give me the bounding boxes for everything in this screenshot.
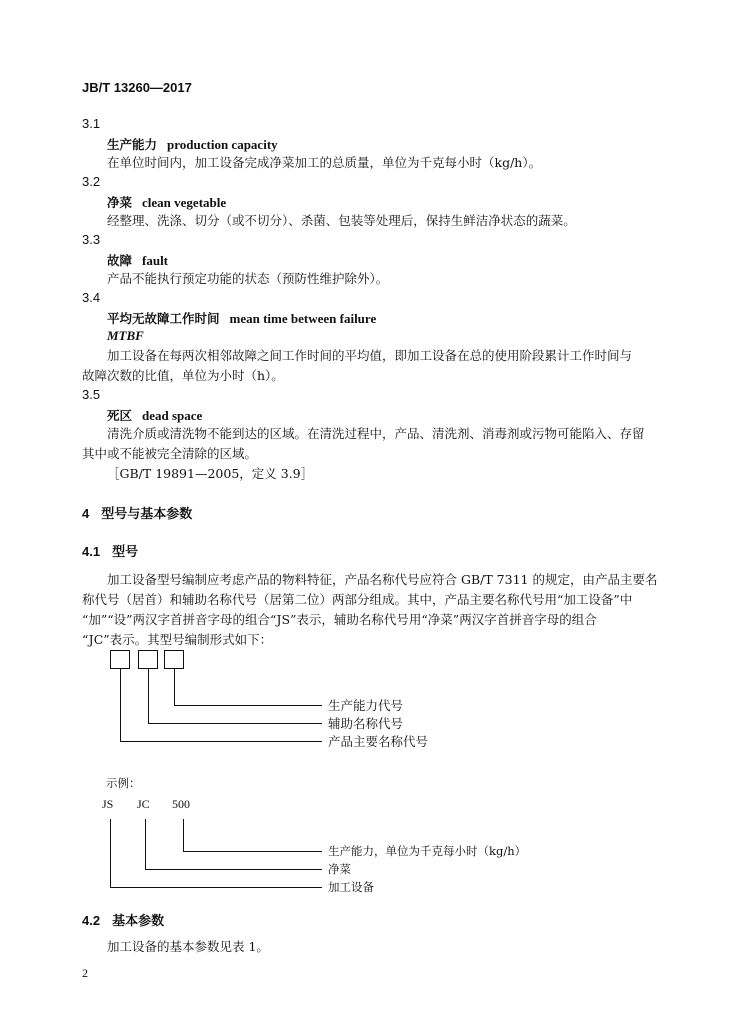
term-definition: 在单位时间内，加工设备完成净菜加工的总质量，单位为千克每小时（kg/h）。 xyxy=(107,155,542,170)
term-cn: 生产能力 xyxy=(107,137,158,152)
paragraph-line: “加”“设”两汉字首拼音字母的组合“JS”表示，辅助名称代号用“净菜”两汉字首拼音字母的组合 xyxy=(82,612,597,627)
term-definition: 产品不能执行预定功能的状态（预防性维护除外）。 xyxy=(107,271,389,286)
leader-line-capacity xyxy=(175,669,323,706)
term-definition-line: 其中或不能被完全清除的区域。 xyxy=(82,446,258,461)
example-leader-capacity xyxy=(184,819,323,852)
example-code-capacity: 500 xyxy=(172,797,190,811)
code-box-capacity xyxy=(165,651,184,669)
example-leader-js xyxy=(111,819,323,888)
code-box-main xyxy=(111,651,130,669)
term-en: production capacity xyxy=(167,137,278,152)
term-en: clean vegetable xyxy=(142,195,227,210)
term-definition-line: 清洗介质或清洗物不能到达的区域。在清洗过程中，产品、清洗剂、消毒剂或污物可能陷入、存留 xyxy=(107,426,645,441)
clause-number: 3.5 xyxy=(82,387,101,402)
example-label: 净菜 xyxy=(328,862,351,876)
diagram-label: 生产能力代号 xyxy=(328,698,404,713)
term-en: mean time between failure xyxy=(229,311,377,326)
clause-number: 3.2 xyxy=(82,174,101,189)
example-heading: 示例： xyxy=(106,776,141,790)
page-number: 2 xyxy=(82,966,88,980)
clause-number: 3.4 xyxy=(82,290,101,305)
term-definition-line: 加工设备在每两次相邻故障之间工作时间的平均值，即加工设备在总的使用阶段累计工作时间与 xyxy=(107,348,633,363)
diagram-label: 产品主要名称代号 xyxy=(328,734,429,749)
term-cn: 平均无故障工作时间 xyxy=(107,311,220,326)
term-cn: 净菜 xyxy=(107,195,133,210)
subsection-title: 型号 xyxy=(112,545,139,560)
clause-number: 3.3 xyxy=(82,232,101,247)
diagram-label: 辅助名称代号 xyxy=(328,716,404,731)
paragraph-line: “JC”表示。其型号编制形式如下： xyxy=(82,632,273,647)
example-code-auxiliary: JC xyxy=(137,797,150,811)
code-box-auxiliary xyxy=(139,651,158,669)
subsection-number: 4.1 xyxy=(82,544,101,559)
subsection-number: 4.2 xyxy=(82,913,101,928)
section-title: 型号与基本参数 xyxy=(101,507,193,522)
paragraph-line: 称代号（居首）和辅助名称代号（居第二位）两部分组成。其中，产品主要名称代号用“加工设备”中 xyxy=(82,592,633,607)
paragraph-line: 加工设备型号编制应考虑产品的物料特征，产品名称代号应符合 GB/T 7311 的规定，由产品主要名 xyxy=(107,572,658,587)
subsection-heading xyxy=(82,910,164,929)
clause-number: 3.1 xyxy=(82,116,101,131)
term-en: dead space xyxy=(142,408,203,423)
standard-number: JB/T 13260—2017 xyxy=(82,80,192,95)
term-definition: 经整理、洗涤、切分（或不切分）、杀菌、包装等处理后，保持生鲜洁净状态的蔬菜。 xyxy=(107,213,576,228)
term-cn: 故障 xyxy=(107,253,133,268)
term-en: fault xyxy=(142,253,169,268)
term-source-reference: ［GB/T 19891—2005，定义 3.9］ xyxy=(107,466,314,481)
subsection-title: 基本参数 xyxy=(112,914,165,929)
example-label: 生产能力，单位为千克每小时（kg/h） xyxy=(328,844,527,858)
example-label: 加工设备 xyxy=(328,880,374,894)
paragraph-line: 加工设备的基本参数见表 1。 xyxy=(107,939,269,954)
example-code-main: JS xyxy=(102,797,114,811)
term-definition-line: 故障次数的比值，单位为小时（h）。 xyxy=(82,368,284,383)
term-cn: 死区 xyxy=(107,408,133,423)
example-leader-jc xyxy=(146,819,323,870)
term-abbreviation: MTBF xyxy=(107,328,144,343)
section-number: 4 xyxy=(82,506,90,521)
